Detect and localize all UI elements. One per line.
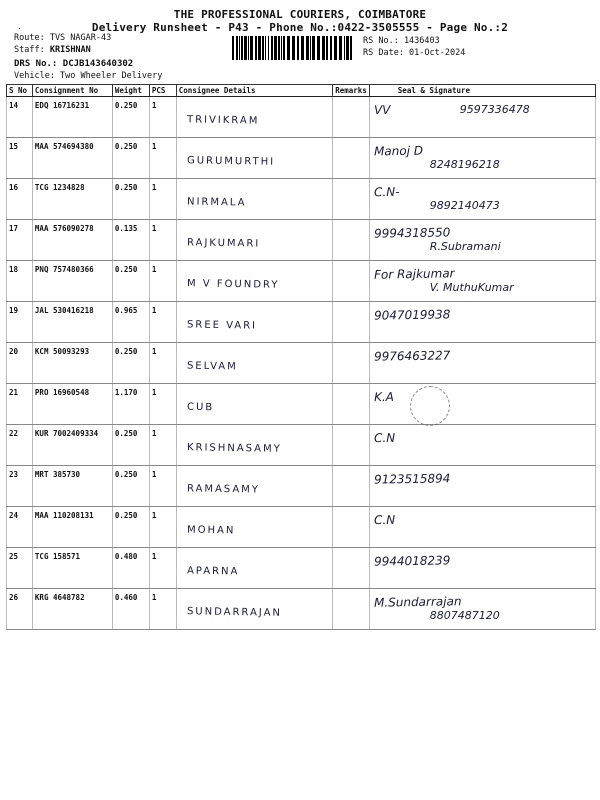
- rs-date: RS Date: 01-Oct-2024: [363, 48, 466, 58]
- table-row: [7, 261, 596, 302]
- pcs-cell: [149, 179, 176, 220]
- route-line: Route: TVS NAGAR-43: [14, 33, 112, 43]
- consignee-cell: [176, 507, 332, 548]
- seal-signature-cell: [369, 466, 595, 507]
- weight-value: 0.250: [114, 142, 138, 151]
- weight-value: 0.480: [114, 552, 138, 561]
- pcs-value: 1: [151, 224, 157, 233]
- table-row: [7, 179, 596, 220]
- consignee-name-handwritten: RAMASAMY: [186, 483, 260, 496]
- consignee-cell: [176, 261, 332, 302]
- weight-cell: [112, 261, 149, 302]
- signature-note-handwritten: 9892140473: [429, 199, 500, 212]
- pcs-value: 1: [151, 552, 157, 561]
- seal-signature-cell: [369, 97, 595, 138]
- sno-cell: [7, 466, 33, 507]
- sno-value: 15: [9, 142, 19, 151]
- signature-note-handwritten: 9597336478: [459, 103, 530, 116]
- sno-cell: [7, 507, 33, 548]
- sno-cell: [7, 589, 33, 630]
- sno-cell: [7, 548, 33, 589]
- consignment-number: MRT 385730: [34, 470, 81, 479]
- sno-cell: [7, 97, 33, 138]
- signature-handwritten: 9994318550: [373, 225, 451, 241]
- consignment-cell: [32, 138, 112, 179]
- pcs-cell: [149, 589, 176, 630]
- consignee-cell: [176, 425, 332, 466]
- sno-value: 25: [9, 552, 19, 561]
- signature-handwritten: M.Sundarrajan: [373, 594, 462, 610]
- consignee-name-handwritten: CUB: [186, 401, 215, 414]
- consignee-cell: [176, 302, 332, 343]
- sno-value: 14: [9, 101, 19, 110]
- drs-label: DRS No.:: [14, 59, 58, 69]
- weight-value: 0.460: [114, 593, 138, 602]
- pcs-value: 1: [151, 593, 157, 602]
- consignment-number: PNQ 757480366: [34, 265, 94, 274]
- pcs-cell: [149, 507, 176, 548]
- weight-value: 0.965: [114, 306, 138, 315]
- weight-cell: [112, 384, 149, 425]
- weight-value: 1.170: [114, 388, 138, 397]
- consignment-number: TCG 158571: [34, 552, 81, 561]
- consignment-cell: [32, 589, 112, 630]
- sno-value: 21: [9, 388, 19, 397]
- pcs-value: 1: [151, 388, 157, 397]
- weight-cell: [112, 302, 149, 343]
- pcs-cell: [149, 302, 176, 343]
- pcs-value: 1: [151, 470, 157, 479]
- remarks-cell: [333, 343, 370, 384]
- consignee-name-handwritten: MOHAN: [186, 524, 236, 537]
- signature-handwritten: K.A: [373, 389, 394, 405]
- sno-value: 23: [9, 470, 19, 479]
- signature-handwritten: C.N: [373, 430, 396, 446]
- sno-value: 20: [9, 347, 19, 356]
- consignee-cell: [176, 589, 332, 630]
- col-header-weight: Weight: [112, 85, 149, 97]
- weight-value: 0.250: [114, 347, 138, 356]
- table-row: [7, 589, 596, 630]
- weight-value: 0.250: [114, 101, 138, 110]
- signature-handwritten: For Rajkumar: [373, 266, 455, 282]
- consignee-name-handwritten: NIRMALA: [186, 196, 247, 209]
- sno-value: 19: [9, 306, 19, 315]
- table-header-row: [7, 85, 596, 97]
- pcs-cell: [149, 261, 176, 302]
- signature-note-handwritten: 8807487120: [429, 609, 500, 622]
- weight-value: 0.250: [114, 265, 138, 274]
- barcode-image: [232, 36, 355, 60]
- seal-signature-cell: [369, 261, 595, 302]
- signature-note-handwritten: 8248196218: [429, 158, 500, 171]
- sno-value: 24: [9, 511, 19, 520]
- pcs-value: 1: [151, 306, 157, 315]
- seal-signature-cell: [369, 589, 595, 630]
- signature-handwritten: 9976463227: [373, 348, 451, 364]
- consignee-cell: [176, 548, 332, 589]
- weight-cell: [112, 138, 149, 179]
- sno-cell: [7, 261, 33, 302]
- pcs-value: 1: [151, 511, 157, 520]
- remarks-cell: [333, 589, 370, 630]
- table-row: [7, 138, 596, 179]
- pcs-cell: [149, 384, 176, 425]
- consignment-cell: [32, 97, 112, 138]
- weight-cell: [112, 548, 149, 589]
- consignee-name-handwritten: SUNDARRAJAN: [186, 606, 282, 619]
- signature-handwritten: 9123515894: [373, 471, 451, 487]
- seal-signature-cell: [369, 548, 595, 589]
- table-row: [7, 302, 596, 343]
- signature-note-handwritten: V. MuthuKumar: [429, 281, 514, 294]
- consignment-cell: [32, 466, 112, 507]
- pcs-value: 1: [151, 347, 157, 356]
- staff-label: Staff:: [14, 45, 45, 55]
- pcs-value: 1: [151, 101, 157, 110]
- sno-cell: [7, 302, 33, 343]
- weight-cell: [112, 220, 149, 261]
- seal-signature-cell: [369, 343, 595, 384]
- consignee-name-handwritten: RAJKUMARI: [186, 237, 261, 250]
- table-row: [7, 343, 596, 384]
- weight-cell: [112, 589, 149, 630]
- vehicle-line: Vehicle: Two Wheeler Delivery: [14, 71, 163, 81]
- sno-cell: [7, 425, 33, 466]
- sno-cell: [7, 343, 33, 384]
- drs-line: [14, 59, 133, 69]
- weight-cell: [112, 507, 149, 548]
- drs-value: DCJB143640302: [62, 59, 134, 69]
- pcs-cell: [149, 548, 176, 589]
- runsheet-table: [6, 84, 596, 630]
- weight-cell: [112, 179, 149, 220]
- consignment-cell: [32, 425, 112, 466]
- remarks-cell: [333, 179, 370, 220]
- consignment-number: JAL 530416218: [34, 306, 94, 315]
- seal-stamp: [410, 386, 450, 426]
- pcs-cell: [149, 220, 176, 261]
- staff-value: KRISHNAN: [49, 45, 91, 55]
- weight-value: 0.250: [114, 470, 138, 479]
- pcs-value: 1: [151, 142, 157, 151]
- weight-cell: [112, 343, 149, 384]
- col-header-pcs: PCS: [149, 85, 176, 97]
- signature-handwritten: C.N-: [373, 184, 400, 200]
- consignee-name-handwritten: APARNA: [186, 565, 240, 578]
- consignee-name-handwritten: KRISHNASAMY: [186, 442, 282, 455]
- consignee-name-handwritten: M V FOUNDRY: [186, 278, 280, 291]
- consignment-number: PRO 16960548: [34, 388, 90, 397]
- table-row: [7, 548, 596, 589]
- pcs-cell: [149, 97, 176, 138]
- signature-handwritten: C.N: [373, 512, 396, 528]
- sno-cell: [7, 179, 33, 220]
- seal-signature-cell: [369, 179, 595, 220]
- company-title: THE PROFESSIONAL COURIERS, COIMBATORE: [173, 8, 427, 21]
- weight-cell: [112, 425, 149, 466]
- sno-value: 26: [9, 593, 19, 602]
- runsheet-title: Delivery Runsheet - P43 - Phone No.:0422-3505555 - Page No.:2: [91, 21, 509, 34]
- consignee-cell: [176, 138, 332, 179]
- consignee-name-handwritten: GURUMURTHI: [186, 155, 275, 168]
- remarks-cell: [333, 261, 370, 302]
- consignee-name-handwritten: SELVAM: [186, 360, 238, 373]
- remarks-cell: [333, 466, 370, 507]
- remarks-cell: [333, 548, 370, 589]
- seal-signature-cell: [369, 220, 595, 261]
- consignment-cell: [32, 548, 112, 589]
- pcs-value: 1: [151, 265, 157, 274]
- staff-line: [14, 45, 91, 55]
- signature-handwritten: VV: [373, 102, 391, 118]
- consignee-cell: [176, 343, 332, 384]
- signature-handwritten: 9047019938: [373, 307, 451, 323]
- consignee-name-handwritten: TRIVIKRAM: [186, 114, 260, 127]
- consignee-cell: [176, 220, 332, 261]
- consignee-cell: [176, 179, 332, 220]
- table-row: [7, 220, 596, 261]
- sno-cell: [7, 220, 33, 261]
- signature-note-handwritten: R.Subramani: [429, 240, 501, 253]
- consignment-number: KRG 4648782: [34, 593, 85, 602]
- table-row: [7, 507, 596, 548]
- pcs-cell: [149, 425, 176, 466]
- consignment-number: MAA 110208131: [34, 511, 94, 520]
- remarks-cell: [333, 425, 370, 466]
- table-row: [7, 384, 596, 425]
- consignment-cell: [32, 302, 112, 343]
- table-row: [7, 425, 596, 466]
- consignment-cell: [32, 220, 112, 261]
- col-header-signature: Seal & Signature: [369, 85, 595, 97]
- sno-cell: [7, 384, 33, 425]
- consignment-number: TCG 1234828: [34, 183, 85, 192]
- seal-signature-cell: [369, 138, 595, 179]
- consignment-number: KUR 7002409334: [34, 429, 99, 438]
- weight-value: 0.135: [114, 224, 138, 233]
- consignee-cell: [176, 466, 332, 507]
- weight-value: 0.250: [114, 511, 138, 520]
- consignment-cell: [32, 261, 112, 302]
- seal-signature-cell: [369, 425, 595, 466]
- consignment-cell: [32, 384, 112, 425]
- rs-number: RS No.: 1436403: [363, 36, 440, 46]
- scan-mark: .: [17, 22, 22, 31]
- consignee-cell: [176, 97, 332, 138]
- sno-value: 22: [9, 429, 19, 438]
- col-header-consignee: Consignee Details: [176, 85, 332, 97]
- consignee-cell: [176, 384, 332, 425]
- col-header-sno: S No: [7, 85, 33, 97]
- consignment-number: KCM 50093293: [34, 347, 90, 356]
- consignment-cell: [32, 343, 112, 384]
- weight-value: 0.250: [114, 183, 138, 192]
- pcs-cell: [149, 343, 176, 384]
- weight-cell: [112, 466, 149, 507]
- remarks-cell: [333, 302, 370, 343]
- sno-value: 16: [9, 183, 19, 192]
- consignment-number: MAA 576090278: [34, 224, 94, 233]
- sno-value: 17: [9, 224, 19, 233]
- consignment-cell: [32, 179, 112, 220]
- consignment-number: MAA 574694380: [34, 142, 94, 151]
- seal-signature-cell: [369, 507, 595, 548]
- remarks-cell: [333, 384, 370, 425]
- pcs-value: 1: [151, 183, 157, 192]
- weight-cell: [112, 97, 149, 138]
- seal-signature-cell: [369, 384, 595, 425]
- col-header-consignment: Consignment No: [32, 85, 112, 97]
- sno-cell: [7, 138, 33, 179]
- remarks-cell: [333, 97, 370, 138]
- pcs-value: 1: [151, 429, 157, 438]
- table-row: [7, 466, 596, 507]
- signature-handwritten: 9944018239: [373, 553, 451, 569]
- consignment-number: EDQ 16716231: [34, 101, 90, 110]
- signature-handwritten: Manoj D: [373, 143, 423, 159]
- remarks-cell: [333, 138, 370, 179]
- pcs-cell: [149, 466, 176, 507]
- col-header-remarks: Remarks: [333, 85, 370, 97]
- pcs-cell: [149, 138, 176, 179]
- table-row: [7, 97, 596, 138]
- remarks-cell: [333, 220, 370, 261]
- consignment-cell: [32, 507, 112, 548]
- remarks-cell: [333, 507, 370, 548]
- seal-signature-cell: [369, 302, 595, 343]
- weight-value: 0.250: [114, 429, 138, 438]
- sno-value: 18: [9, 265, 19, 274]
- consignee-name-handwritten: SREE VARI: [186, 319, 257, 332]
